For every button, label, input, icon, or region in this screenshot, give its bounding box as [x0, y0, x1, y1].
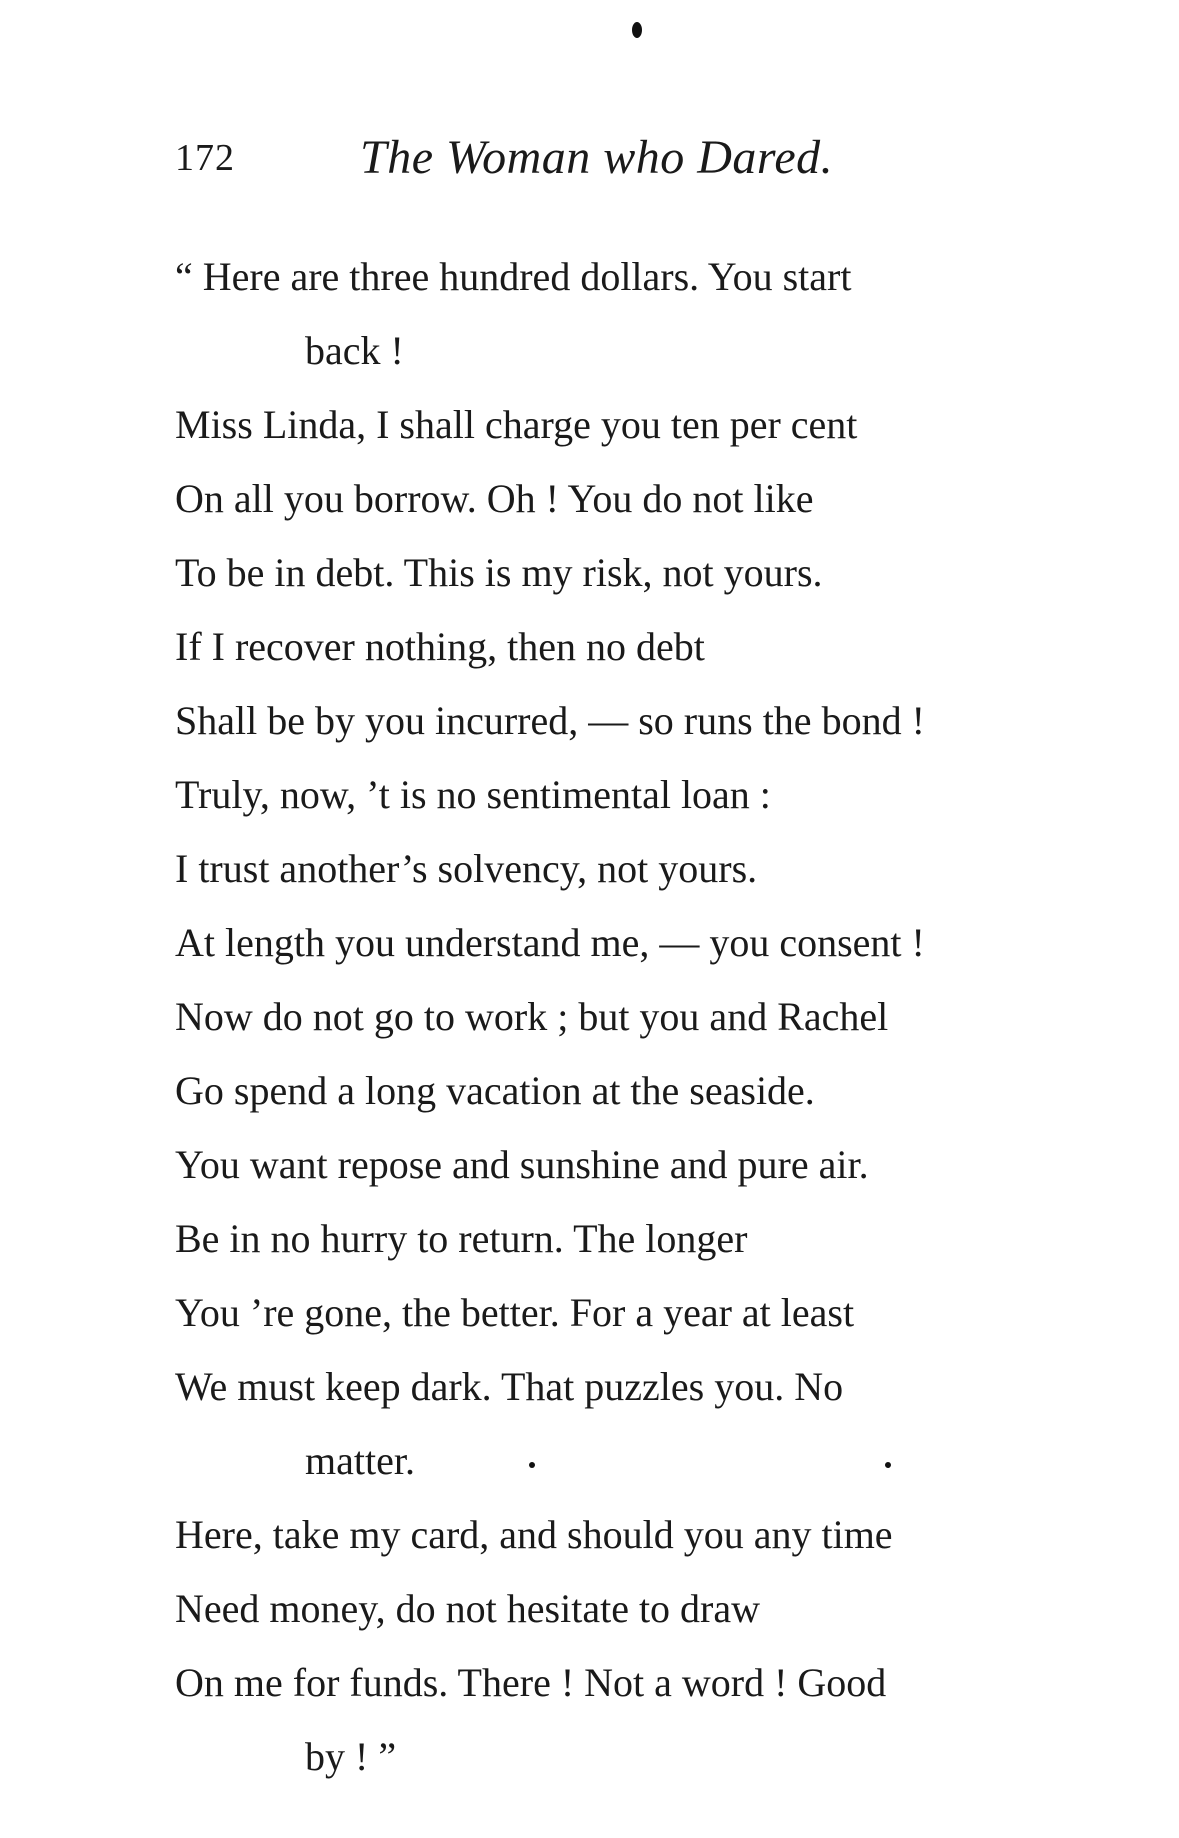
- verse-text: Shall be by you incurred, — so runs the bond !: [175, 698, 925, 743]
- verse-line: [175, 832, 1097, 906]
- verse-text: On all you borrow. Oh ! You do not like: [175, 476, 814, 521]
- verse-text: I trust another’s solvency, not yours.: [175, 846, 758, 891]
- verse-text: Miss Linda, I shall charge you ten per cent: [175, 402, 858, 447]
- verse-line: [175, 1202, 1097, 1276]
- verse-block: [175, 240, 1097, 1794]
- verse-line: [175, 610, 1097, 684]
- verse-line: [175, 1276, 1097, 1350]
- verse-line-continuation: [175, 1720, 1097, 1794]
- verse-text: “ Here are three hundred dollars. You start: [175, 254, 852, 299]
- verse-text: On me for funds. There ! Not a word ! Good: [175, 1660, 887, 1705]
- verse-text: Truly, now, ’t is no sentimental loan :: [175, 772, 771, 817]
- verse-text: by ! ”: [305, 1734, 397, 1779]
- verse-line: [175, 462, 1097, 536]
- verse-text: You ’re gone, the better. For a year at least: [175, 1290, 855, 1335]
- verse-line: [175, 684, 1097, 758]
- page-header: [175, 130, 1075, 190]
- verse-text: We must keep dark. That puzzles you. No: [175, 1364, 844, 1409]
- verse-line: [175, 1128, 1097, 1202]
- verse-text: At length you understand me, — you consent !: [175, 920, 925, 965]
- verse-line: [175, 1498, 1097, 1572]
- verse-text: You want repose and sunshine and pure air.: [175, 1142, 869, 1187]
- verse-line: [175, 980, 1097, 1054]
- verse-line-continuation: [175, 314, 1097, 388]
- verse-text: If I recover nothing, then no debt: [175, 624, 705, 669]
- verse-text: To be in debt. This is my risk, not yours.: [175, 550, 823, 595]
- verse-text: Be in no hurry to return. The longer: [175, 1216, 748, 1261]
- verse-text: Now do not go to work ; but you and Rachel: [175, 994, 889, 1039]
- verse-text: back !: [305, 328, 404, 373]
- verse-text: Go spend a long vacation at the seaside.: [175, 1068, 815, 1113]
- verse-text: Need money, do not hesitate to draw: [175, 1586, 761, 1631]
- verse-line: [175, 240, 1097, 314]
- verse-text: matter.: [305, 1438, 415, 1483]
- page-number: 172: [175, 137, 235, 179]
- verse-text: Here, take my card, and should you any time: [175, 1512, 893, 1557]
- verse-line: [175, 1572, 1097, 1646]
- verse-line: [175, 1054, 1097, 1128]
- ellipsis-dot: [529, 1462, 535, 1468]
- verse-line: [175, 758, 1097, 832]
- verse-line: [175, 536, 1097, 610]
- ellipsis-dot: [885, 1462, 891, 1468]
- verse-line: [175, 388, 1097, 462]
- verse-line: [175, 1646, 1097, 1720]
- top-ink-speck: [632, 22, 642, 38]
- verse-line-continuation: [175, 1424, 1097, 1498]
- running-title: The Woman who Dared.: [360, 131, 834, 184]
- verse-line: [175, 906, 1097, 980]
- verse-line: [175, 1350, 1097, 1424]
